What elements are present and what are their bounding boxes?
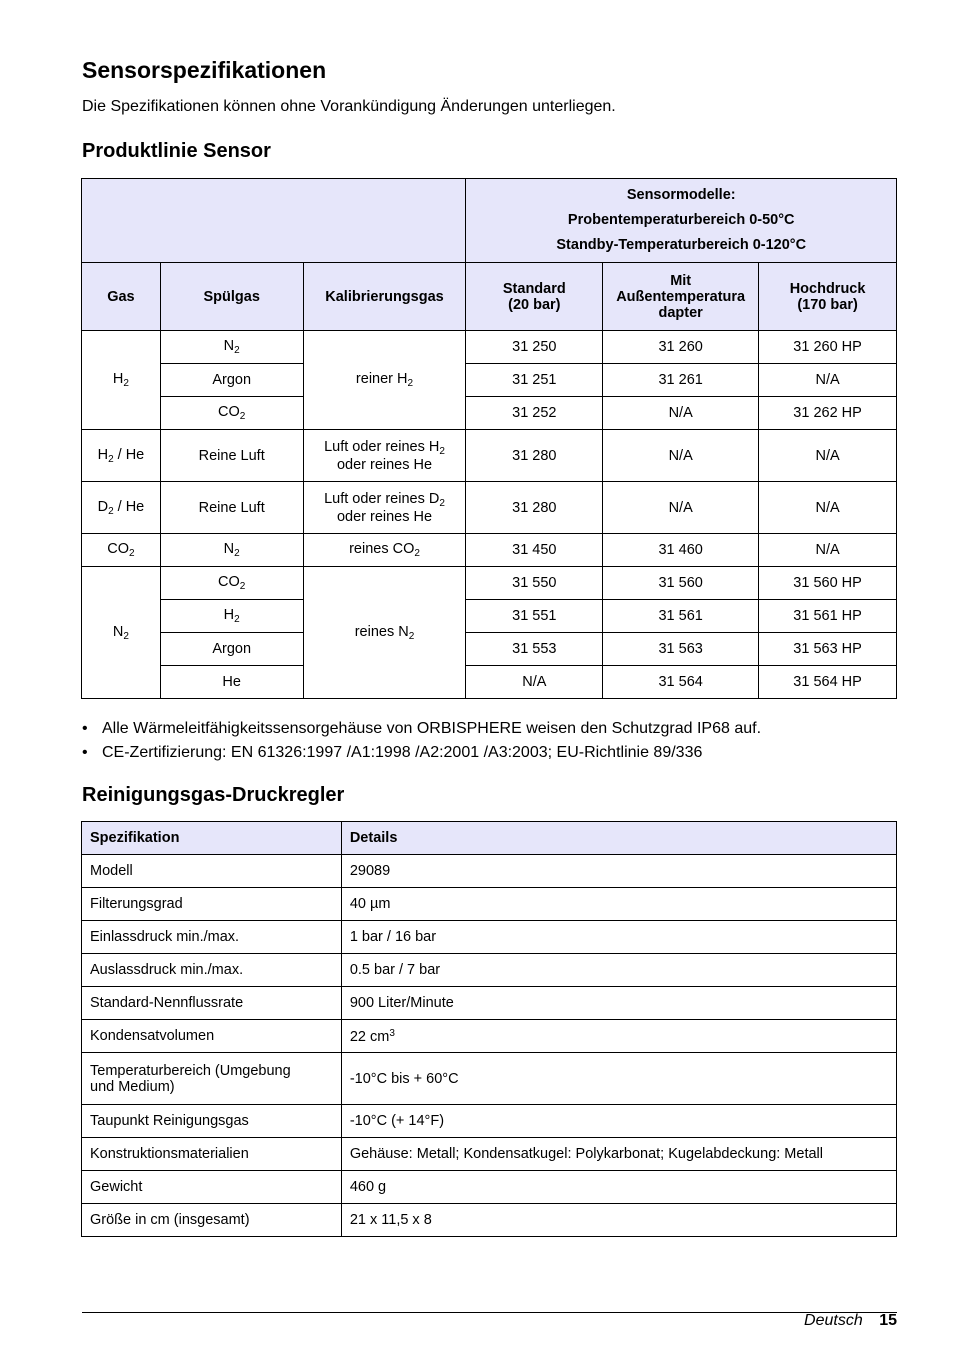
- subscript: 2: [129, 548, 135, 559]
- empty-header-cell: [82, 179, 466, 263]
- table-row: [82, 600, 897, 633]
- table-row: [82, 1138, 897, 1171]
- footer-divider: [82, 1312, 897, 1313]
- value-cell: N/A: [603, 430, 759, 482]
- column-header-spuelgas: Spülgas: [160, 263, 303, 331]
- kalibrierungsgas-cell: [303, 331, 466, 430]
- subscript: 2: [123, 630, 129, 642]
- subscript: 2: [407, 378, 414, 389]
- cell-text: und Medium): [90, 1078, 175, 1095]
- value-cell: 31 560: [603, 567, 759, 600]
- value-cell: 31 260 HP: [759, 331, 897, 364]
- value-cell: 31 551: [466, 600, 603, 633]
- value-cell: 31 251: [466, 364, 603, 397]
- cell-text: H: [223, 607, 235, 623]
- detail-cell: 0.5 bar / 7 bar: [341, 954, 896, 987]
- list-item: [82, 717, 761, 741]
- subscript: 2: [239, 581, 246, 592]
- value-cell: 31 262 HP: [759, 397, 897, 430]
- gas-cell: [82, 482, 161, 534]
- list-item: [82, 741, 761, 765]
- table-row: [82, 179, 897, 263]
- cell-text: H: [97, 446, 109, 463]
- value-cell: N/A: [466, 666, 603, 699]
- spuelgas-cell: [160, 397, 303, 430]
- table-row: [82, 987, 897, 1020]
- spec-cell: Größe in cm (insgesamt): [82, 1204, 342, 1237]
- column-header-kalibrierungsgas: Kalibrierungsgas: [303, 263, 466, 331]
- cell-text: N: [223, 338, 235, 354]
- value-cell: N/A: [759, 534, 897, 567]
- table-row: [82, 954, 897, 987]
- value-cell: 31 460: [603, 534, 759, 567]
- value-cell: 31 563 HP: [759, 633, 897, 666]
- header-line: Sensormodelle:: [626, 187, 736, 203]
- detail-cell: 1 bar / 16 bar: [341, 921, 896, 954]
- sensor-table: [81, 178, 897, 699]
- value-cell: 31 252: [466, 397, 603, 430]
- column-header-hochdruck: [759, 263, 897, 331]
- kalibrierungsgas-cell: [303, 567, 466, 699]
- spuelgas-cell: Argon: [160, 364, 303, 397]
- cell-text: N: [112, 623, 124, 640]
- subscript: 2: [234, 548, 240, 559]
- spec-cell: Konstruktionsmaterialien: [82, 1138, 342, 1171]
- header-line: dapter: [658, 304, 703, 321]
- header-line: (20 bar): [508, 296, 561, 313]
- gas-cell: [82, 331, 161, 430]
- subscript: 2: [123, 378, 129, 389]
- gas-cell: [82, 430, 161, 482]
- detail-cell: -10°C (+ 14°F): [341, 1105, 896, 1138]
- header-line: Probentemperaturbereich 0-50°C: [567, 212, 795, 228]
- value-cell: 31 261: [603, 364, 759, 397]
- table-row: [82, 888, 897, 921]
- sensor-models-header: [466, 179, 897, 263]
- superscript: 3: [389, 1027, 395, 1039]
- column-header-gas: Gas: [82, 263, 161, 331]
- value-cell: N/A: [759, 430, 897, 482]
- value-cell: 31 563: [603, 633, 759, 666]
- subscript: 2: [408, 630, 415, 642]
- spec-cell: Modell: [82, 855, 342, 888]
- table-row: [82, 1204, 897, 1237]
- value-cell: 31 250: [466, 331, 603, 364]
- detail-cell: 29089: [341, 855, 896, 888]
- subscript: 2: [234, 614, 240, 625]
- footer-language: Deutsch: [804, 1312, 863, 1329]
- value-cell: N/A: [759, 364, 897, 397]
- table-row: [82, 1053, 897, 1105]
- detail-cell: 40 µm: [341, 888, 896, 921]
- cell-text: H: [112, 371, 124, 387]
- spec-cell: Kondensatvolumen: [82, 1020, 342, 1053]
- value-cell: 31 260: [603, 331, 759, 364]
- cell-text: D: [97, 498, 109, 515]
- cell-text: oder reines He: [336, 456, 433, 473]
- subscript: 2: [414, 548, 420, 559]
- spec-cell: Auslassdruck min./max.: [82, 954, 342, 987]
- value-cell: 31 561 HP: [759, 600, 897, 633]
- header-line: Hochdruck: [789, 280, 866, 297]
- table-header-row: [82, 822, 897, 855]
- table-row: [82, 1105, 897, 1138]
- subscript: 2: [239, 411, 246, 422]
- spuelgas-cell: Reine Luft: [160, 482, 303, 534]
- table-row: [82, 397, 897, 430]
- subscript: 2: [108, 453, 114, 465]
- table-row: [82, 1020, 897, 1053]
- bullet-icon: •: [82, 744, 88, 761]
- spec-cell: Taupunkt Reinigungsgas: [82, 1105, 342, 1138]
- spuelgas-cell: [160, 331, 303, 364]
- cell-text: / He: [113, 446, 145, 463]
- spuelgas-cell: [160, 600, 303, 633]
- cell-text: 22 cm: [349, 1028, 390, 1045]
- gas-cell: [82, 534, 161, 567]
- list-item-text: Alle Wärmeleitfähigkeitssensorgehäuse von ORBISPHERE weisen den Schutzgrad IP68 auf.: [102, 720, 762, 737]
- subscript: 2: [108, 505, 114, 517]
- table-row: [82, 567, 897, 600]
- spec-cell: Einlassdruck min./max.: [82, 921, 342, 954]
- detail-cell: 460 g: [341, 1171, 896, 1204]
- detail-cell: 900 Liter/Minute: [341, 987, 896, 1020]
- value-cell: 31 553: [466, 633, 603, 666]
- table-header-row: [82, 263, 897, 331]
- spec-cell: [82, 1053, 342, 1105]
- header-line: Mit: [670, 272, 692, 289]
- value-cell: N/A: [603, 397, 759, 430]
- subscript: 2: [439, 445, 445, 457]
- table-row: [82, 921, 897, 954]
- spec-cell: Gewicht: [82, 1171, 342, 1204]
- spuelgas-cell: [160, 534, 303, 567]
- section-heading-regulator: Reinigungsgas-Druckregler: [82, 784, 345, 806]
- table-row: [82, 1171, 897, 1204]
- spuelgas-cell: Reine Luft: [160, 430, 303, 482]
- intro-text: Die Spezifikationen können ohne Vorankündigung Änderungen unterliegen.: [82, 98, 616, 115]
- kalibrierungsgas-cell: [303, 430, 466, 482]
- spec-cell: Standard-Nennflussrate: [82, 987, 342, 1020]
- table-row: [82, 855, 897, 888]
- page-title: Sensorspezifikationen: [82, 57, 327, 83]
- value-cell: 31 450: [466, 534, 603, 567]
- header-line: Standby-Temperaturbereich 0-120°C: [556, 237, 807, 253]
- value-cell: 31 280: [466, 430, 603, 482]
- spec-cell: Filterungsgrad: [82, 888, 342, 921]
- header-line: Außentemperatura: [616, 288, 746, 305]
- value-cell: 31 280: [466, 482, 603, 534]
- cell-text: / He: [113, 498, 145, 515]
- gas-cell: [82, 567, 161, 699]
- bullet-list: [82, 717, 761, 765]
- cell-text: Temperaturbereich (Umgebung: [90, 1062, 291, 1079]
- cell-text: reiner H: [355, 371, 408, 387]
- cell-text: Luft oder reines D: [324, 490, 440, 507]
- page-footer: [804, 1312, 897, 1330]
- page-number: 15: [879, 1312, 897, 1329]
- column-header-details: Details: [341, 822, 896, 855]
- kalibrierungsgas-cell: [303, 482, 466, 534]
- value-cell: 31 550: [466, 567, 603, 600]
- table-row: [82, 633, 897, 666]
- spuelgas-cell: He: [160, 666, 303, 699]
- detail-cell: [341, 1020, 896, 1053]
- detail-cell: -10°C bis + 60°C: [341, 1053, 896, 1105]
- spuelgas-cell: Argon: [160, 633, 303, 666]
- regulator-table: [81, 821, 897, 1237]
- value-cell: 31 564 HP: [759, 666, 897, 699]
- detail-cell: Gehäuse: Metall; Kondensatkugel: Polykarbonat; Kugelabdeckung: Metall: [341, 1138, 896, 1171]
- column-header-mit-aussentemperaturadapter: [603, 263, 759, 331]
- value-cell: N/A: [759, 482, 897, 534]
- table-row: [82, 534, 897, 567]
- cell-text: Luft oder reines H: [324, 438, 440, 455]
- section-heading-sensor: Produktlinie Sensor: [82, 140, 271, 162]
- cell-text: CO: [107, 541, 130, 557]
- spuelgas-cell: [160, 567, 303, 600]
- value-cell: 31 560 HP: [759, 567, 897, 600]
- value-cell: N/A: [603, 482, 759, 534]
- value-cell: 31 564: [603, 666, 759, 699]
- header-line: Standard: [502, 280, 566, 297]
- column-header-spezifikation: Spezifikation: [82, 822, 342, 855]
- kalibrierungsgas-cell: [303, 534, 466, 567]
- value-cell: 31 561: [603, 600, 759, 633]
- subscript: 2: [234, 345, 240, 356]
- table-row: [82, 430, 897, 482]
- table-row: [82, 482, 897, 534]
- cell-text: N: [223, 541, 235, 557]
- table-row: [82, 666, 897, 699]
- table-row: [82, 331, 897, 364]
- bullet-icon: •: [82, 720, 88, 737]
- header-line: (170 bar): [797, 296, 858, 313]
- subscript: 2: [439, 497, 445, 509]
- cell-text: oder reines He: [336, 508, 433, 525]
- detail-cell: 21 x 11,5 x 8: [341, 1204, 896, 1237]
- table-row: [82, 364, 897, 397]
- cell-text: CO: [218, 404, 240, 420]
- cell-text: reines CO: [349, 541, 415, 557]
- cell-text: reines N: [354, 623, 409, 640]
- list-item-text: CE-Zertifizierung: EN 61326:1997 /A1:1998 /A2:2001 /A3:2003; EU-Richtlinie 89/336: [102, 744, 703, 761]
- cell-text: CO: [218, 574, 240, 590]
- column-header-standard: [466, 263, 603, 331]
